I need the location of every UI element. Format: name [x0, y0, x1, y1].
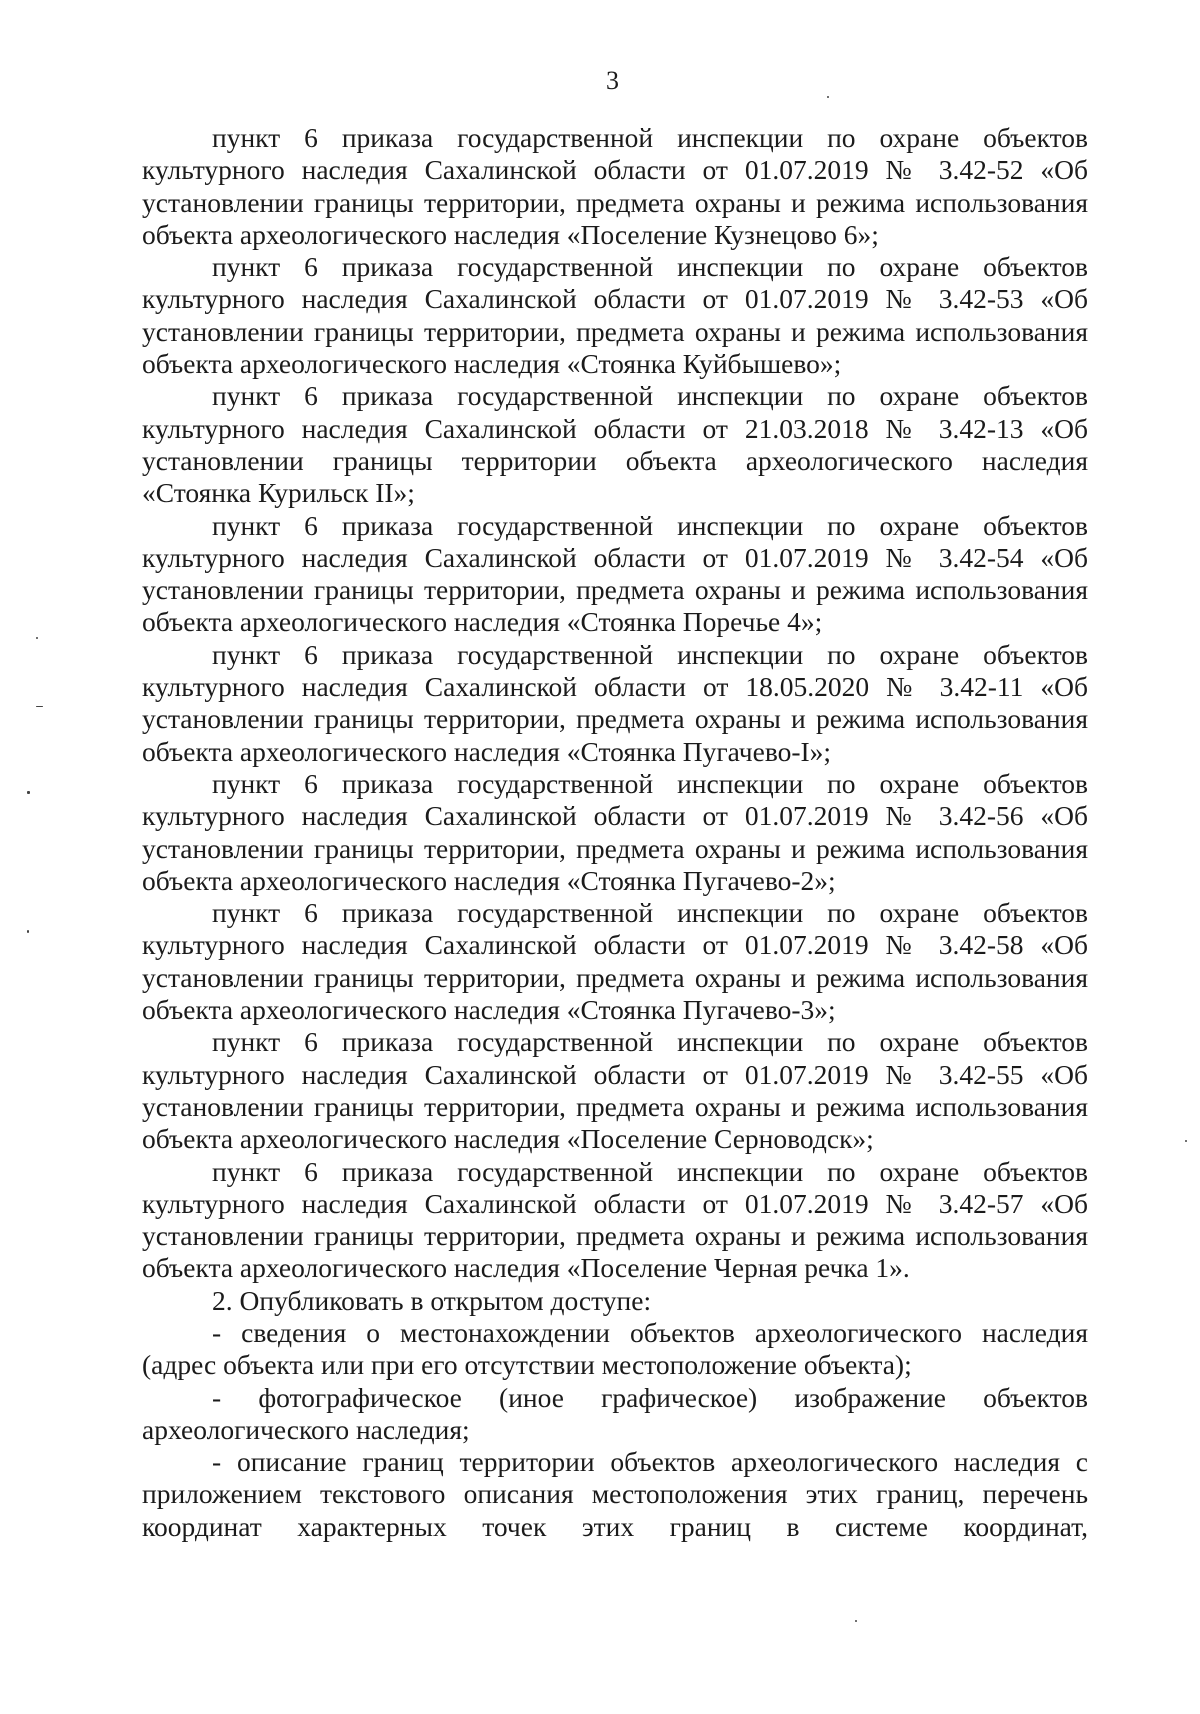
text-line: объекта археологического наследия «Поселение Кузнецово 6»; [142, 218, 879, 250]
scan-speck [1185, 1140, 1187, 1142]
text-line: - сведения о местонахождении объектов археологического наследия [212, 1316, 1088, 1348]
text-line: пункт 6 приказа государственной инспекции по охране объектов [212, 767, 1088, 799]
scan-speck [36, 706, 43, 707]
text-line: культурного наследия Сахалинской области от 01.07.2019 № 3.42-57 «Об [142, 1187, 1088, 1219]
text-line: установлении границы территории, предмета охраны и режима использования [142, 832, 1088, 864]
text-line: установлении границы территории, предмета охраны и режима использования [142, 315, 1088, 347]
text-line: пункт 6 приказа государственной инспекции по охране объектов [212, 897, 1088, 929]
text-line: пункт 6 приказа государственной инспекции по охране объектов [212, 1155, 1088, 1187]
text-line: установлении границы территории объекта археологического наследия [142, 444, 1088, 476]
scan-speck [27, 930, 29, 933]
text-line: объекта археологического наследия «Стоянка Пугачево-2»; [142, 864, 836, 896]
scan-speck [36, 637, 38, 639]
text-line: установлении границы территории, предмета охраны и режима использования [142, 186, 1088, 218]
text-line: культурного наследия Сахалинской области от 01.07.2019 № 3.42-55 «Об [142, 1058, 1088, 1090]
text-line: пункт 6 приказа государственной инспекции по охране объектов [212, 251, 1088, 283]
scan-speck [827, 96, 829, 98]
text-line: - описание границ территории объектов археологического наследия с [212, 1446, 1088, 1478]
text-line: культурного наследия Сахалинской области от 01.07.2019 № 3.42-52 «Об [142, 154, 1088, 186]
text-line: пункт 6 приказа государственной инспекции по охране объектов [212, 638, 1088, 670]
text-line: объекта археологического наследия «Стоянка Пугачево-I»; [142, 735, 832, 767]
text-line: пункт 6 приказа государственной инспекции по охране объектов [212, 1026, 1088, 1058]
scan-speck [855, 1620, 857, 1622]
text-line: установлении границы территории, предмета охраны и режима использования [142, 961, 1088, 993]
text-line: культурного наследия Сахалинской области от 18.05.2020 № 3.42-11 «Об [142, 671, 1088, 703]
text-line: - фотографическое (иное графическое) изображение объектов [212, 1381, 1088, 1413]
text-line: 2. Опубликовать в открытом доступе: [212, 1284, 652, 1316]
text-line: установлении границы территории, предмета охраны и режима использования [142, 574, 1088, 606]
text-line: установлении границы территории, предмета охраны и режима использования [142, 1220, 1088, 1252]
text-line: пункт 6 приказа государственной инспекции по охране объектов [212, 509, 1088, 541]
text-line: объекта археологического наследия «Стоянка Поречье 4»; [142, 606, 823, 638]
document-body [142, 122, 1088, 1543]
text-line: культурного наследия Сахалинской области от 01.07.2019 № 3.42-53 «Об [142, 283, 1088, 315]
text-line: пункт 6 приказа государственной инспекции по охране объектов [212, 122, 1088, 153]
text-line: объекта археологического наследия «Стоянка Куйбышево»; [142, 348, 842, 380]
text-line: культурного наследия Сахалинской области от 01.07.2019 № 3.42-54 «Об [142, 541, 1088, 573]
text-line: установлении границы территории, предмета охраны и режима использования [142, 1090, 1088, 1122]
text-line: установлении границы территории, предмета охраны и режима использования [142, 703, 1088, 735]
text-line: объекта археологического наследия «Стоянка Пугачево-3»; [142, 994, 836, 1026]
text-line: приложением текстового описания местоположения этих границ, перечень [142, 1478, 1088, 1510]
text-line: «Стоянка Курильск II»; [142, 477, 415, 509]
text-line: объекта археологического наследия «Поселение Серноводск»; [142, 1123, 874, 1155]
text-line: культурного наследия Сахалинской области от 01.07.2019 № 3.42-56 «Об [142, 800, 1088, 832]
text-line: культурного наследия Сахалинской области от 21.03.2018 № 3.42-13 «Об [142, 412, 1088, 444]
page-number: 3 [606, 66, 619, 95]
text-line: культурного наследия Сахалинской области от 01.07.2019 № 3.42-58 «Об [142, 929, 1088, 961]
text-line: координат характерных точек этих границ в системе координат, [142, 1510, 1088, 1542]
text-line: археологического наследия; [142, 1413, 470, 1445]
text-line: пункт 6 приказа государственной инспекции по охране объектов [212, 380, 1088, 412]
scan-speck [27, 791, 30, 794]
text-line: объекта археологического наследия «Поселение Черная речка 1». [142, 1252, 910, 1284]
text-line: (адрес объекта или при его отсутствии местоположение объекта); [142, 1349, 912, 1381]
